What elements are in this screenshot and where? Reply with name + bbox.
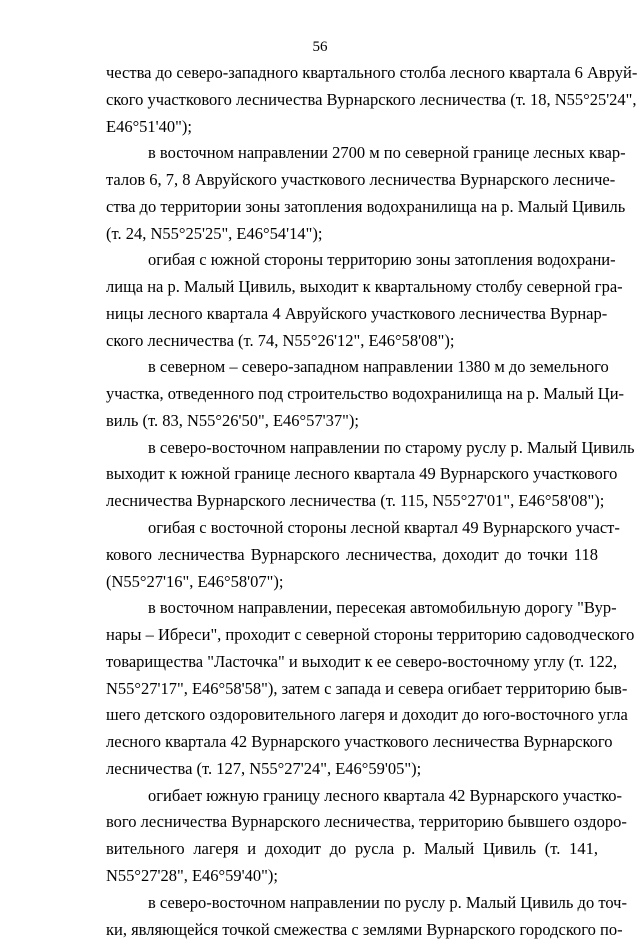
text-line: ницы лесного квартала 4 Авруйского участкового лесничества Вурнар- — [106, 301, 598, 328]
text-line: ского лесничества (т. 74, N55°26'12", E46°58'08"); — [106, 328, 598, 355]
paragraph-first-line: в восточном направлении, пересекая автомобильную дорогу "Вур- — [106, 595, 598, 622]
text-line: лесничества (т. 127, N55°27'24", E46°59'05"); — [106, 756, 598, 783]
text-line: вительного лагеря и доходит до русла р. Малый Цивиль (т. 141, — [106, 836, 598, 863]
paragraph-first-line: в северном – северо-западном направлении 1380 м до земельного — [106, 354, 598, 381]
text-line: участка, отведенного под строительство водохранилища на р. Малый Ци- — [106, 381, 598, 408]
text-line: N55°27'28", E46°59'40"); — [106, 863, 598, 890]
text-line: ки, являющейся точкой смежества с землями Вурнарского городского по- — [106, 917, 598, 943]
paragraph-first-line: в северо-восточном направлении по старому руслу р. Малый Цивиль — [106, 435, 598, 462]
paragraph-first-line: в северо-восточном направлении по руслу р. Малый Цивиль до точ- — [106, 890, 598, 917]
text-line: лесничества Вурнарского лесничества (т. 115, N55°27'01", E46°58'08"); — [106, 488, 598, 515]
text-line: шего детского оздоровительного лагеря и доходит до юго-восточного угла — [106, 702, 598, 729]
text-line: N55°27'17", E46°58'58"), затем с запада и севера огибает территорию быв- — [106, 676, 598, 703]
text-line: талов 6, 7, 8 Авруйского участкового лесничества Вурнарского лесниче- — [106, 167, 598, 194]
text-line: ского участкового лесничества Вурнарского лесничества (т. 18, N55°25'24", — [106, 87, 598, 114]
text-line: виль (т. 83, N55°26'50", E46°57'37"); — [106, 408, 598, 435]
text-line: нары – Ибреси", проходит с северной стороны территорию садоводческого — [106, 622, 598, 649]
paragraph-first-line: огибает южную границу лесного квартала 42 Вурнарского участко- — [106, 783, 598, 810]
text-line: (т. 24, N55°25'25", E46°54'14"); — [106, 221, 598, 248]
text-line: лища на р. Малый Цивиль, выходит к квартальному столбу северной гра- — [106, 274, 598, 301]
text-line: ства до территории зоны затопления водохранилища на р. Малый Цивиль — [106, 194, 598, 221]
text-line: кового лесничества Вурнарского лесничества, доходит до точки 118 — [106, 542, 598, 569]
paragraph-first-line: огибая с восточной стороны лесной квартал 49 Вурнарского участ- — [106, 515, 598, 542]
paragraph-first-line: огибая с южной стороны территорию зоны затопления водохрани- — [106, 247, 598, 274]
text-line: (N55°27'16", E46°58'07"); — [106, 569, 598, 596]
page-number: 56 — [0, 38, 640, 56]
paragraph-first-line: в восточном направлении 2700 м по северной границе лесных квар- — [106, 140, 598, 167]
text-line: вого лесничества Вурнарского лесничества, территорию бывшего оздоро- — [106, 809, 598, 836]
document-body — [106, 60, 598, 943]
text-line: E46°51'40"); — [106, 114, 598, 141]
text-line: выходит к южной границе лесного квартала 49 Вурнарского участкового — [106, 461, 598, 488]
text-line: чества до северо-западного квартального столба лесного квартала 6 Авруй- — [106, 60, 598, 87]
text-line: лесного квартала 42 Вурнарского участкового лесничества Вурнарского — [106, 729, 598, 756]
text-line: товарищества "Ласточка" и выходит к ее северо-восточному углу (т. 122, — [106, 649, 598, 676]
